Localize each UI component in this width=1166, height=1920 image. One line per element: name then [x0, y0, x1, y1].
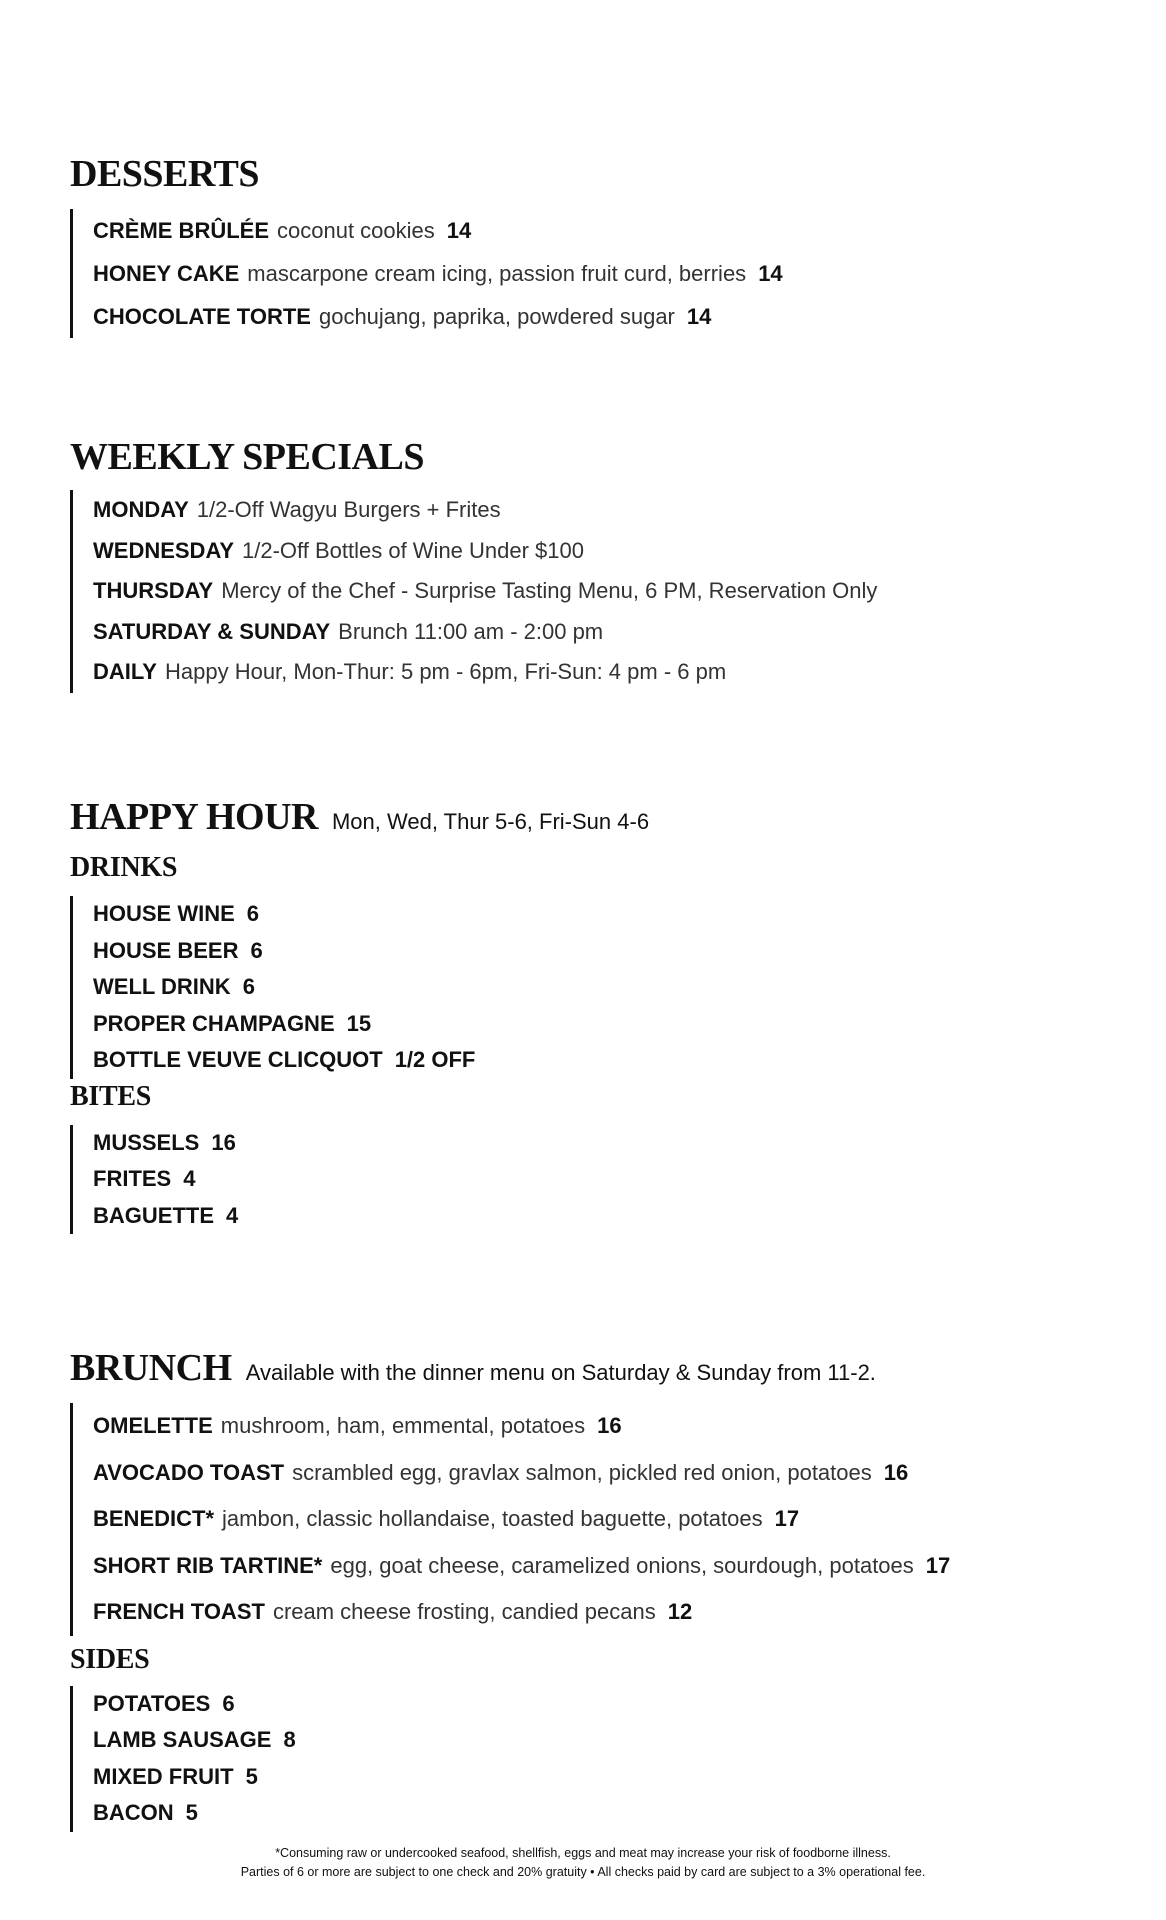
drink-item: HOUSE WINE 6: [93, 901, 260, 926]
footnote-line-2: Parties of 6 or more are subject to one check and 20% gratuity • All checks paid by card are subject to a 3% operational fee.: [240, 1865, 926, 1879]
menu-item: CRÈME BRÛLÉE coconut cookies 14: [93, 218, 472, 243]
special-item: DAILY Happy Hour, Mon-Thur: 5 pm - 6pm, Fri-Sun: 4 pm - 6 pm: [93, 659, 727, 684]
desserts-title: DESSERTS: [70, 153, 259, 195]
menu-item: HONEY CAKE mascarpone cream icing, passion fruit curd, berries 14: [93, 261, 783, 286]
bite-item: FRITES 4: [93, 1166, 196, 1191]
happy-hour-title: HAPPY HOUR: [70, 796, 318, 838]
menu-item: OMELETTE mushroom, ham, emmental, potatoes 16: [93, 1413, 622, 1438]
side-item: LAMB SAUSAGE 8: [93, 1727, 296, 1752]
drink-item: PROPER CHAMPAGNE 15: [93, 1010, 372, 1036]
menu-item: FRENCH TOAST cream cheese frosting, candied pecans 12: [93, 1599, 693, 1624]
drink-item: WELL DRINK 6: [93, 974, 255, 999]
weekly-specials-list: [70, 490, 877, 693]
drinks-list: [70, 896, 649, 1079]
sides-title: SIDES: [70, 1643, 150, 1675]
drinks-title: DRINKS: [70, 852, 178, 883]
bite-item: BAGUETTE 4: [93, 1202, 239, 1228]
special-item: SATURDAY & SUNDAY Brunch 11:00 am - 2:00 pm: [93, 618, 604, 644]
menu-item: AVOCADO TOAST scrambled egg, gravlax salmon, pickled red onion, potatoes 16: [93, 1459, 909, 1485]
drink-item: BOTTLE VEUVE CLICQUOT 1/2 OFF: [93, 1047, 476, 1072]
brunch-section: [70, 1349, 950, 1832]
weekly-specials-section: [70, 438, 877, 693]
menu-item: BENEDICT* jambon, classic hollandaise, toasted baguette, potatoes 17: [93, 1506, 800, 1531]
brunch-header: [70, 1349, 950, 1387]
brunch-note: Available with the dinner menu on Saturday & Sunday from 11-2.: [245, 1360, 876, 1385]
bites-list: [70, 1125, 649, 1235]
special-item: THURSDAY Mercy of the Chef - Surprise Tasting Menu, 6 PM, Reservation Only: [93, 578, 878, 603]
drink-item: HOUSE BEER 6: [93, 937, 263, 963]
side-item: POTATOES 6: [93, 1690, 235, 1716]
brunch-title: BRUNCH: [70, 1347, 232, 1389]
menu-item: CHOCOLATE TORTE gochujang, paprika, powdered sugar 14: [93, 304, 712, 329]
happy-hour-note: Mon, Wed, Thur 5-6, Fri-Sun 4-6: [331, 809, 650, 834]
side-item: BACON 5: [93, 1800, 198, 1825]
special-item: WEDNESDAY 1/2-Off Bottles of Wine Under $100: [93, 537, 584, 563]
footnote-line-1: *Consuming raw or undercooked seafood, shellfish, eggs and meat may increase your risk of foodborne illness.: [275, 1846, 891, 1860]
bites-title: BITES: [70, 1080, 151, 1112]
weekly-specials-title: WEEKLY SPECIALS: [70, 436, 424, 478]
menu-item: SHORT RIB TARTINE* egg, goat cheese, caramelized onions, sourdough, potatoes 17: [93, 1552, 951, 1578]
desserts-section: [70, 155, 783, 338]
footnote: [0, 1844, 1166, 1882]
special-item: MONDAY 1/2-Off Wagyu Burgers + Frites: [93, 497, 501, 522]
happy-hour-header: [70, 798, 649, 836]
sides-list: [70, 1686, 950, 1832]
happy-hour-section: [70, 798, 649, 1234]
brunch-list: [70, 1403, 950, 1636]
desserts-list: [70, 209, 783, 338]
side-item: MIXED FRUIT 5: [93, 1763, 258, 1789]
bite-item: MUSSELS 16: [93, 1129, 236, 1155]
